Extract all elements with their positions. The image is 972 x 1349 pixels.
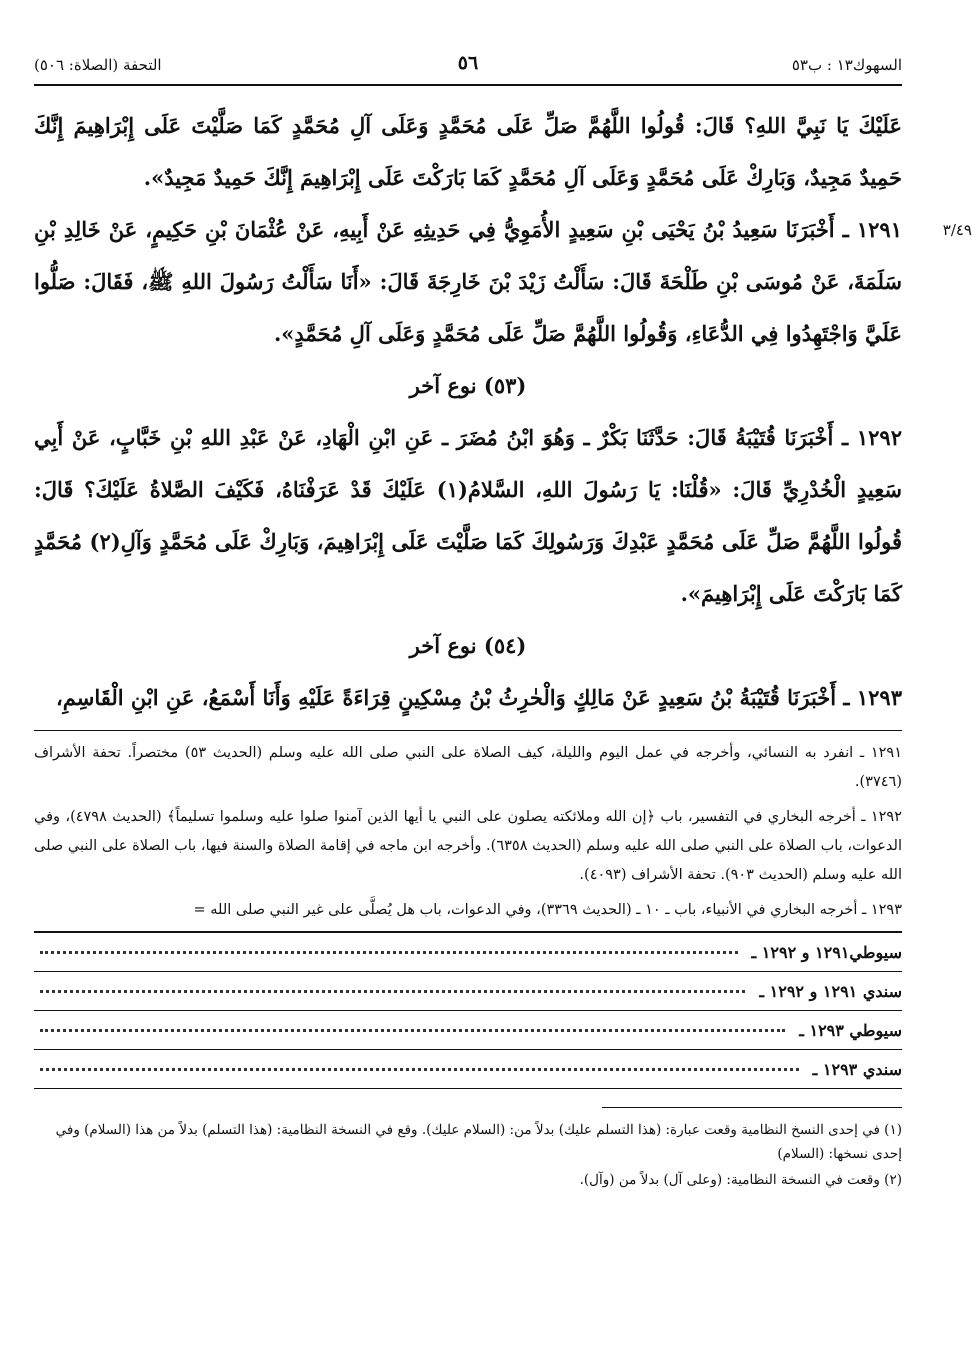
ref-dots xyxy=(40,1068,799,1071)
takhrij-notes xyxy=(34,739,902,925)
footnote-rule xyxy=(602,1107,902,1108)
footnote-1: (١) في إحدى النسخ النظامية وقعت عبارة: (هذا التسلم عليك) بدلاً من: (السلام عليك). وقع في النسخة النظامية: (هذا التسلم) بدلاً من هذا (السلام) وفي إحدى نسخها: (السلام) xyxy=(55,1122,902,1162)
ref-row xyxy=(34,1050,902,1089)
ref-row xyxy=(34,933,902,972)
page-header xyxy=(34,52,902,82)
hadith-1291 xyxy=(34,204,972,360)
main-text xyxy=(34,100,972,724)
ref-row xyxy=(34,1011,902,1050)
notes-rule xyxy=(34,730,902,731)
footnote-2: (٢) وقعت في النسخة النظامية: (وعلى آل) بدلاً من (وآل). xyxy=(579,1172,902,1188)
page-number: ٥٦ xyxy=(457,52,479,74)
header-manuscript-ref: السهوك١٣ : ب٥٣ xyxy=(791,56,902,74)
section-heading-53: (٥٣) نوع آخر xyxy=(409,373,527,398)
ref-label: سيوطي١٢٩١ و ١٢٩٢ ـ xyxy=(751,942,902,962)
note-1292: ١٢٩٢ ـ أخرجه البخاري في التفسير، باب ﴿إن الله وملائكته يصلون على النبي يا أيها الذين آمنوا صلوا عليه وسلموا تسليماً﴾ (الحديث ٤٧٩٨)، وفي الدعوات، باب الصلاة على النبي صلى الله عليه وسلم (الحديث ٦٣٥٨). وأخرجه ابن ماجه في إقامة الصلاة والسنة فيها، باب الصلاة على النبي صلى الله عليه وسلم (الحديث ٩٠٣). تحفة الأشراف (٤٠٩٣). xyxy=(34,809,902,883)
section-heading-54: (٥٤) نوع آخر xyxy=(409,633,527,658)
hadith-1293: ١٢٩٣ ـ أَخْبَرَنَا قُتَيْبَةُ بْنُ سَعِيدٍ عَنْ مَالِكٍ وَالْحٰرِثُ بْنُ مِسْكِينٍ قِرَاءَةً عَلَيْهِ وَأَنَا أَسْمَعُ، عَنِ ابْنِ الْقَاسِمِ، xyxy=(56,685,902,710)
ref-label: سندي ١٢٩٣ ـ xyxy=(812,1059,902,1079)
ref-label: سندي ١٢٩١ و ١٢٩٢ ـ xyxy=(759,981,902,1001)
note-1291: ١٢٩١ ـ انفرد به النسائي، وأخرجه في عمل اليوم والليلة، كيف الصلاة على النبي صلى الله عليه وسلم (الحديث ٥٣) مختصراً. تحفة الأشراف (٣٧٤٦). xyxy=(34,745,902,790)
hadith-1291-text: ١٢٩١ ـ أَخْبَرَنَا سَعِيدُ بْنُ يَحْيَى بْنِ سَعِيدٍ الأُمَوِيُّ فِي حَدِيثِهِ عَنْ أَبِيهِ، عَنْ عُثْمَانَ بْنِ حَكِيمٍ، عَنْ خَالِدِ بْنِ سَلَمَةَ، عَنْ مُوسَى بْنِ طَلْحَةَ قَالَ: سَأَلْتُ زَيْدَ بْنَ خَارِجَةَ قَالَ: «أَنَا سَأَلْتُ رَسُولَ اللهِ ﷺ، فَقَالَ: صَلُّوا عَلَيَّ وَاجْتَهِدُوا فِي الدُّعَاءِ، وَقُولُوا اللَّهُمَّ صَلِّ عَلَى مُحَمَّدٍ وَعَلَى آلِ مُحَمَّدٍ». xyxy=(34,217,902,346)
ref-dots xyxy=(40,1029,785,1032)
commentary-refs xyxy=(34,933,902,1089)
header-tuhfa-ref: التحفة (الصلاة: ٥٠٦) xyxy=(34,56,162,74)
hadith-1292: ١٢٩٢ ـ أَخْبَرَنَا قُتَيْبَةُ قَالَ: حَدَّثَنَا بَكْرٌ ـ وَهُوَ ابْنُ مُضَرَ ـ عَنِ ابْنِ الْهَادِ، عَنْ عَبْدِ اللهِ بْنِ خَبَّابٍ، عَنْ أَبِي سَعِيدٍ الْخُدْرِيِّ قَالَ: «قُلْنَا: يَا رَسُولَ اللهِ، السَّلامُ(١) عَلَيْكَ قَدْ عَرَفْنَاهُ، فَكَيْفَ الصَّلاةُ عَلَيْكَ؟ قَالَ: قُولُوا اللَّهُمَّ صَلِّ عَلَى مُحَمَّدٍ عَبْدِكَ وَرَسُولِكَ كَمَا صَلَّيْتَ عَلَى إِبْرَاهِيمَ، وَبَارِكْ عَلَى مُحَمَّدٍ وَآلِ(٢) مُحَمَّدٍ كَمَا بَارَكْتَ عَلَى إِبْرَاهِيمَ». xyxy=(34,425,902,606)
ref-dots xyxy=(40,990,745,993)
margin-reference: ٣/٤٩ xyxy=(942,221,972,239)
header-rule xyxy=(34,84,902,86)
paragraph-continuation: عَلَيْكَ يَا نَبِيَّ اللهِ؟ قَالَ: قُولُوا اللَّهُمَّ صَلِّ عَلَى مُحَمَّدٍ وَعَلَى آلِ مُحَمَّدٍ كَمَا صَلَّيْتَ عَلَى إِبْرَاهِيمَ إِنَّكَ حَمِيدٌ مَجِيدٌ، وَبَارِكْ عَلَى مُحَمَّدٍ وَعَلَى آلِ مُحَمَّدٍ كَمَا بَارَكْتَ عَلَى إِبْرَاهِيمَ إِنَّكَ حَمِيدٌ مَجِيدٌ». xyxy=(34,113,902,190)
ref-row xyxy=(34,972,902,1011)
footnotes xyxy=(34,1118,902,1192)
page xyxy=(34,52,972,1194)
note-1293: ١٢٩٣ ـ أخرجه البخاري في الأنبياء، باب ـ ١٠ ـ (الحديث ٣٣٦٩)، وفي الدعوات، باب هل يُصلَّى على غير النبي صلى الله = xyxy=(193,902,902,918)
ref-dots xyxy=(40,951,738,954)
ref-label: سيوطي ١٢٩٣ ـ xyxy=(799,1020,902,1040)
